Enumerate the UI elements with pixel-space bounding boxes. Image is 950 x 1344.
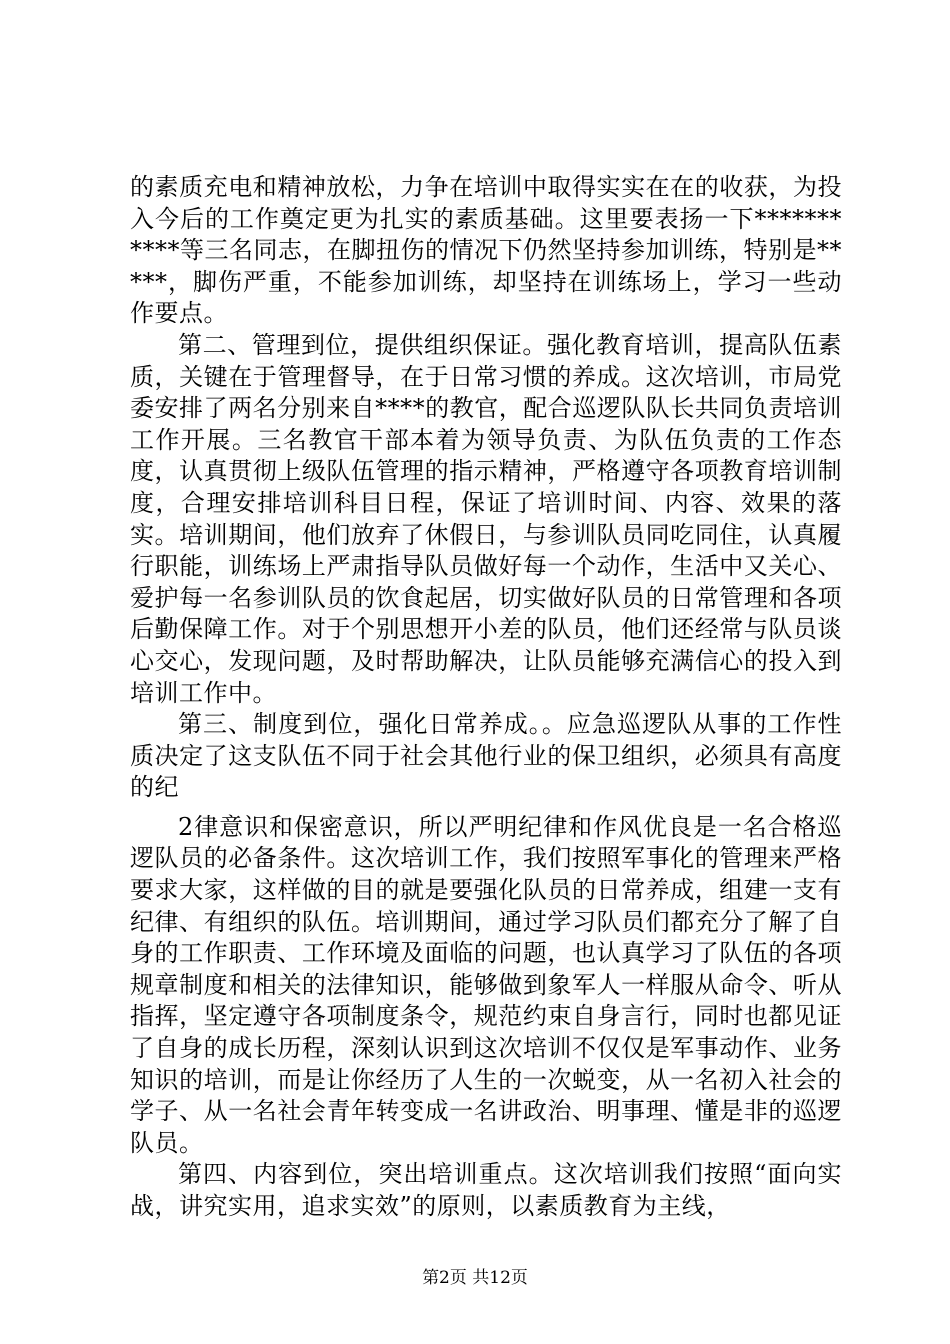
paragraph-continuation: 的素质充电和精神放松，力争在培训中取得实实在在的收获，为投入今后的工作奠定更为扎实的素质基础。这里要表扬一下***********等三名同志，在脚扭伤的情况下仍然坚持参加训练，特别是*****，脚伤严重，不能参加训练，却坚持在训练场上，学习一些动作要点。	[130, 173, 842, 328]
page-number-footer: 第2页 共12页	[422, 1268, 528, 1288]
paragraph-content: 第四、内容到位，突出培训重点。这次培训我们按照“面向实战，讲究实用，追求实效”的原则，以素质教育为主线，	[130, 1160, 842, 1220]
paragraph-system: 第三、制度到位，强化日常养成。。应急巡逻队从事的工作性质决定了这支队伍不同于社会其他行业的保卫组织，必须具有高度的纪	[130, 710, 842, 802]
paragraph-gap	[130, 804, 842, 812]
paragraph-management: 第二、管理到位，提供组织保证。强化教育培训，提高队伍素质，关键在于管理督导，在于日常习惯的养成。这次培训，市局党委安排了两名分别来自****的教官，配合巡逻队队长共同负责培训工作开展。三名教官干部本着为领导负责、为队伍负责的工作态度，认真贯彻上级队伍管理的指示精神，严格遵守各项教育培训制度，合理安排培训科目日程，保证了培训时间、内容、效果的落实。培训期间，他们放弃了休假日，与参训队员同吃同住，认真履行职能，训练场上严肃指导队员做好每一个动作，生活中又关心、爱护每一名参训队员的饮食起居，切实做好队员的日常管理和各项后勤保障工作。对于个别思想开小差的队员，他们还经常与队员谈心交心，发现问题，及时帮助解决，让队员能够充满信心的投入到培训工作中。	[130, 330, 842, 707]
paragraph-discipline: 2律意识和保密意识，所以严明纪律和作风优良是一名合格巡逻队员的必备条件。这次培训工作，我们按照军事化的管理来严格要求大家，这样做的目的就是要强化队员的日常养成，组建一支有纪律、有组织的队伍。培训期间，通过学习队员们都充分了解了自身的工作职责、工作环境及面临的问题，也认真学习了队伍的各项规章制度和相关的法律知识，能够做到象军人一样服从命令、听从指挥，坚定遵守各项制度条令，规范约束自身言行，同时也都见证了自身的成长历程，深刻认识到这次培训不仅仅是军事动作、业务知识的培训，而是让你经历了人生的一次蜕变，从一名初入社会的学子、从一名社会青年转变成一名讲政治、明事理、懂是非的巡逻队员。	[130, 812, 842, 1157]
document-body	[130, 172, 842, 1223]
